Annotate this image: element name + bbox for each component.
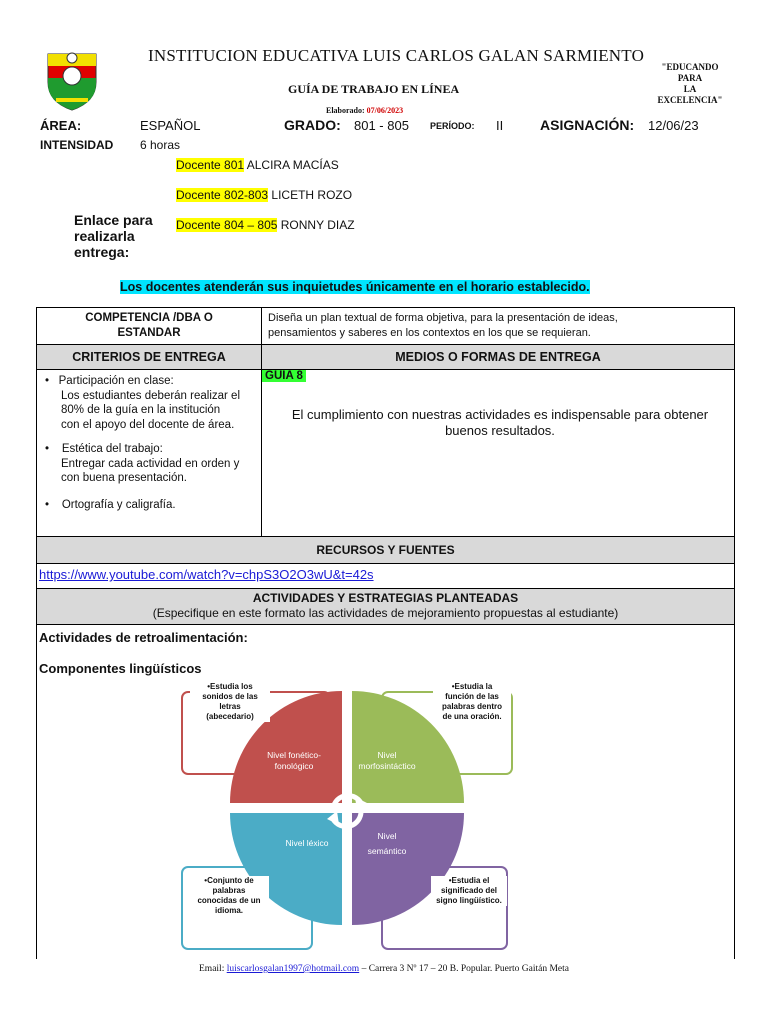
competencia-text-cell — [261, 307, 735, 345]
criterio-body-line: con buena presentación. — [61, 472, 187, 484]
box-line: (abecedario) — [206, 712, 254, 721]
criterio-title-text: Estética del trabajo: — [61, 443, 163, 455]
teacher-name: RONNY DIAZ — [277, 218, 355, 232]
enlace-label-line: realizarla — [74, 228, 135, 244]
asignacion-label: ASIGNACIÓN: — [540, 117, 635, 133]
label-line: Nivel — [377, 831, 397, 841]
footer — [0, 964, 768, 974]
criterio-body-line: Entregar cada actividad en orden y — [61, 457, 240, 470]
criterio-title-text: Ortografía y caligrafía. — [61, 498, 176, 511]
box-text-morfosintactico — [433, 682, 511, 722]
teacher-name: LICETH ROZO — [268, 188, 353, 202]
box-line: conocidas de un — [197, 896, 261, 905]
label-lexico — [272, 838, 342, 849]
medios-text — [270, 407, 730, 439]
criterios-cell — [36, 369, 262, 537]
school-crest — [44, 48, 100, 112]
criterio-title: • Participación en clase: — [45, 375, 174, 387]
intensidad-value: 6 horas — [140, 138, 181, 152]
footer-email-label: Email: — [199, 964, 227, 974]
label-line: Nivel léxico — [285, 838, 329, 848]
enlace-label-line: entrega: — [74, 244, 130, 260]
medios-text-line: buenos resultados. — [445, 423, 555, 438]
criterio-body-line: con el apoyo del docente de área. — [61, 418, 235, 431]
youtube-link[interactable]: https://www.youtube.com/watch?v=chpS3O2O3wU&t=42s — [39, 567, 374, 582]
medios-cell — [261, 369, 735, 537]
motto-line: LA — [683, 84, 697, 94]
recursos-link-cell — [36, 563, 735, 589]
teacher-804-805 — [176, 218, 355, 232]
notice-text: Los docentes atenderán sus inquietudes únicamente en el horario establecido. — [120, 280, 590, 294]
elaborado-date: 07/06/2023 — [366, 106, 404, 115]
teacher-tag: Docente 804 – 805 — [176, 218, 278, 232]
institution-title: INSTITUCION EDUCATIVA LUIS CARLOS GALAN SARMIENTO — [148, 46, 645, 65]
label-semantico — [352, 829, 422, 859]
teacher-801 — [176, 158, 339, 172]
box-line: •Estudia la — [451, 682, 493, 691]
competencia-label-cell — [36, 307, 262, 345]
asignacion-value: 12/06/23 — [648, 118, 699, 133]
box-line: de una oración. — [442, 712, 502, 721]
linguistic-components-diagram — [37, 625, 734, 960]
box-line: palabras — [212, 886, 246, 895]
criterio-title-text: Participación en clase: — [58, 375, 174, 387]
teacher-tag: Docente 802-803 — [176, 188, 269, 202]
box-text-lexico — [189, 876, 269, 916]
competencia-text-line: Diseña un plan textual de forma objetiva, para la presentación de ideas, — [268, 312, 618, 324]
criterios-header: CRITERIOS DE ENTREGA — [36, 344, 262, 370]
medios-header: MEDIOS O FORMAS DE ENTREGA — [261, 344, 735, 370]
criterio-body-line: 80% de la guía en la institución — [61, 404, 221, 416]
teacher-tag: Docente 801 — [176, 158, 245, 172]
criterio-item — [45, 498, 257, 513]
label-line: morfosintáctico — [358, 761, 416, 771]
retro-title: Actividades de retroalimentación: — [39, 630, 248, 645]
competencia-text-line: pensamientos y saberes en los contextos en los que se requieran. — [268, 327, 591, 339]
grado-label: GRADO: — [284, 117, 341, 133]
box-line: signo lingüístico. — [436, 896, 502, 905]
box-line: •Conjunto de — [204, 876, 254, 885]
footer-email-link[interactable]: luiscarlosgalan1997@hotmail.com — [226, 964, 360, 974]
footer-address: – Carrera 3 Nº 17 – 20 B. Popular. Puerto Gaitán Meta — [359, 964, 569, 974]
motto-line: "EDUCANDO — [661, 62, 719, 72]
grado-value: 801 - 805 — [354, 118, 409, 133]
label-line: Nivel — [377, 750, 397, 760]
box-line: •Estudia el — [448, 876, 490, 885]
recursos-header: RECURSOS Y FUENTES — [36, 536, 735, 564]
motto-line: EXCELENCIA" — [657, 95, 723, 105]
criterio-title: • Estética del trabajo: — [45, 443, 163, 455]
label-morfosintactico — [352, 750, 422, 772]
box-line: palabras dentro — [441, 702, 502, 711]
area-label: ÁREA: — [40, 118, 82, 133]
box-line: •Estudia los — [207, 682, 253, 691]
criterio-title: • Ortografía y caligrafía. — [45, 498, 176, 511]
box-line: significado del — [440, 886, 497, 895]
box-line: función de las — [445, 692, 499, 701]
area-value: ESPAÑOL — [140, 118, 201, 133]
criterio-body-line: Los estudiantes deberán realizar el — [61, 389, 241, 402]
elaborado-line — [326, 106, 403, 115]
criterio-item — [45, 442, 257, 486]
motto-line: PARA — [677, 73, 703, 83]
medios-text-line: El cumplimiento con nuestras actividades es indispensable para obtener — [291, 407, 709, 422]
box-text-semantico — [431, 876, 507, 906]
teacher-802-803 — [176, 188, 352, 202]
motto — [644, 62, 736, 106]
intensidad-label: INTENSIDAD — [40, 138, 114, 152]
label-line: Nivel fonético- — [267, 750, 321, 760]
box-line: letras — [219, 702, 241, 711]
actividades-header-cell — [36, 588, 735, 625]
teacher-name: ALCIRA MACÍAS — [244, 158, 339, 172]
criterio-item — [45, 374, 257, 432]
notice — [120, 280, 590, 294]
box-text-fonetico — [190, 682, 270, 722]
elaborado-label: Elaborado: — [326, 106, 365, 115]
enlace-label-line: Enlace para — [74, 212, 153, 228]
periodo-label: PERÍODO: — [430, 121, 475, 131]
competencia-label-line: COMPETENCIA /DBA O — [85, 312, 213, 324]
box-line: sonidos de las — [202, 692, 258, 701]
guia-tag: GUIA 8 — [262, 370, 306, 382]
actividades-header: ACTIVIDADES Y ESTRATEGIAS PLANTEADAS — [252, 591, 519, 605]
competencia-label-line: ESTANDAR — [117, 327, 181, 339]
guide-title: GUÍA DE TRABAJO EN LÍNEA — [288, 82, 460, 96]
periodo-value: II — [496, 118, 504, 133]
actividades-sub: (Especifique en este formato las actividades de mejoramiento propuestas al estudiante) — [152, 606, 619, 620]
box-line: idioma. — [214, 906, 243, 915]
actividades-body — [36, 624, 735, 959]
componentes-title: Componentes lingüísticos — [39, 661, 202, 676]
enlace-label — [74, 212, 153, 260]
label-line: fonológico — [274, 761, 314, 771]
label-line: semántico — [367, 846, 407, 856]
label-fonetico — [252, 750, 336, 772]
